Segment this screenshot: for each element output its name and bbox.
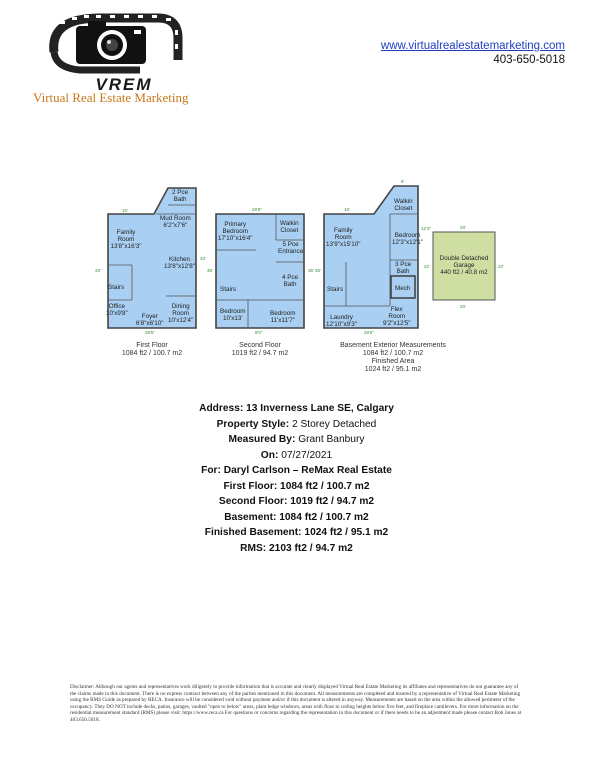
second-floor-primary-bedroom-label: Primary Bedroom 17'10"x16'4" [218, 221, 253, 242]
first-floor-office-label: Office 10'x9'8" [106, 303, 128, 317]
measured-value: Grant Banbury [298, 434, 365, 445]
basement-family-room-label: Family Room 13'9"x15'10" [326, 227, 361, 248]
style-value: 2 Storey Detached [291, 418, 377, 430]
second-floor-walkin-closet-label: Walkin Closet [280, 220, 299, 234]
basement-line [0, 510, 593, 526]
first-floor-stairs-label: Stairs [108, 284, 125, 291]
basement-finished-area: 1024 ft2 / 95.1 m2 [364, 366, 422, 373]
basement-bedroom-label: Bedroom 12'3"x12'1" [392, 232, 424, 246]
garage-area-label: 440 ft2 / 40.8 m2 [440, 269, 488, 276]
first-floor-mud-room-label: Mud Room 6'2"x7'6" [160, 215, 191, 229]
svg-text:15': 15' [122, 208, 128, 213]
basement-mech-label: Mech [395, 285, 411, 292]
garage-name-label: Double Detached Garage [439, 255, 489, 269]
svg-text:8': 8' [401, 179, 405, 184]
svg-text:12'3": 12'3" [421, 226, 431, 231]
second-floor-caption [220, 342, 300, 358]
client-line: For: Daryl Carlson – ReMax Real Estate [201, 465, 392, 476]
svg-text:22': 22' [498, 264, 504, 269]
first-floor-area: 1084 ft2 / 100.7 m2 [121, 350, 183, 357]
website-link[interactable]: www.virtualrealestatemarketing.com [380, 40, 565, 52]
address-label: Address: [199, 403, 244, 414]
first-floor-dining-room-label: Dining Room 10'x12'4" [168, 303, 194, 324]
finished-basement-line [0, 525, 593, 541]
basement-stairs-label: Stairs [327, 286, 344, 293]
for-line [0, 463, 593, 479]
first-floor-title: First Floor [136, 342, 168, 349]
second-floor-4pce-bath-label: 4 Pce Bath [282, 274, 299, 288]
second-floor-area: 1019 ft2 / 94.7 m2 [231, 350, 289, 357]
basement-caption [318, 342, 468, 374]
svg-text:33': 33' [95, 268, 101, 273]
svg-text:28'6": 28'6" [364, 330, 374, 335]
basement-title: Basement Exterior Measurements [340, 342, 446, 349]
basement-flex-room-label: Flex Room 9'2"x12'5" [383, 306, 411, 327]
second-floor-bedroom-1-label: Bedroom 10'x13' [220, 308, 246, 322]
second-floor-bedroom-2-label: Bedroom 11'x11'7" [270, 310, 296, 324]
first-floor-line [0, 479, 593, 495]
svg-text:16': 16' [344, 207, 350, 212]
logo-text: VREM [95, 75, 153, 94]
date-line [0, 448, 593, 464]
second-floor-area-line: Second Floor: 1019 ft2 / 94.7 m2 [218, 496, 375, 507]
date-label: On: [260, 449, 279, 461]
second-floor-5pce-entrance-label: 5 Pce Entrance [278, 241, 304, 255]
second-floor-title: Second Floor [239, 342, 281, 349]
basement-area-line: Basement: 1084 ft2 / 100.7 m2 [224, 511, 369, 523]
second-floor-line [0, 494, 593, 510]
finished-basement-area-line: Finished Basement: 1024 ft2 / 95.1 m2 [204, 527, 389, 538]
svg-text:22': 22' [424, 264, 430, 269]
measured-line [0, 432, 593, 448]
basement-walkin-closet-label: Walkin Closet [394, 198, 413, 212]
basement-laundry-label: Laundry 12'10"x9'3" [326, 314, 358, 328]
svg-text:35': 35' [315, 268, 321, 273]
svg-text:28'6": 28'6" [145, 330, 155, 335]
first-floor-2pce-bath-label: 2 Pce Bath [172, 189, 189, 203]
svg-text:33': 33' [200, 256, 206, 261]
rms-area-line: RMS: 2103 ft2 / 94.7 m2 [240, 542, 353, 554]
first-floor-caption [112, 342, 192, 358]
address-line [0, 401, 593, 417]
date-value: 07/27/2021 [281, 449, 333, 461]
phone-number: 403-650-5018 [493, 54, 565, 66]
property-details [0, 401, 593, 556]
svg-text:20': 20' [460, 304, 466, 309]
basement-3pce-bath-label: 3 Pce Bath [395, 261, 412, 275]
svg-text:36': 36' [207, 268, 213, 273]
rms-line [0, 541, 593, 557]
style-label: Property Style: [216, 418, 290, 430]
measured-label: Measured By: [228, 434, 296, 445]
company-name: Virtual Real Estate Marketing [33, 90, 189, 105]
address-value: 13 Inverness Lane SE, Calgary [246, 403, 394, 414]
svg-text:20': 20' [460, 225, 466, 230]
first-floor-family-room-label: Family Room 13'8"x16'3" [110, 229, 142, 250]
first-floor-kitchen-label: Kitchen 13'8"x12'8" [164, 256, 196, 270]
svg-text:8'0": 8'0" [255, 330, 263, 335]
second-floor-stairs-label: Stairs [220, 286, 237, 293]
svg-text:28'6": 28'6" [252, 207, 262, 212]
disclaimer: Disclaimer: Although our agents and representatives work diligently to provide information that is accurate and clearly displayed Virtual Real Estate Marketing its affiliates and representatives do not guarantee any of the claims made in this document. There is no express contract between any of the parties mentioned in this document. All measurements are completed and insured by a representative of Virtual Real Estate Marketing using the RMS Guide as prepared by RECA. Insurance will be considered void without payment and/or if this document is altered in anyway. Measurements are based on the area within the allowed perimeter of the occupancy. They DO NOT include decks, patios, garages, vaulted "open to below" areas, plant ledge windows, areas with floor to ceiling heights below five feet, and fireplace cantilevers. For more information on the residential measurement standard (RMS) please visit: https://www.reca.ca For questions or concerns regarding the representation in this document or if there needs to be an adjustment made please contact Rob Jones at 403.650.5018. [70, 684, 522, 723]
style-line [0, 417, 593, 433]
basement-finished-title: Finished Area [371, 358, 415, 365]
first-floor-area-line: First Floor: 1084 ft2 / 100.7 m2 [223, 480, 370, 492]
svg-text:36': 36' [308, 268, 314, 273]
first-floor-foyer-label: Foyer 6'8"x6'10" [136, 313, 164, 327]
basement-area: 1084 ft2 / 100.7 m2 [362, 350, 424, 357]
